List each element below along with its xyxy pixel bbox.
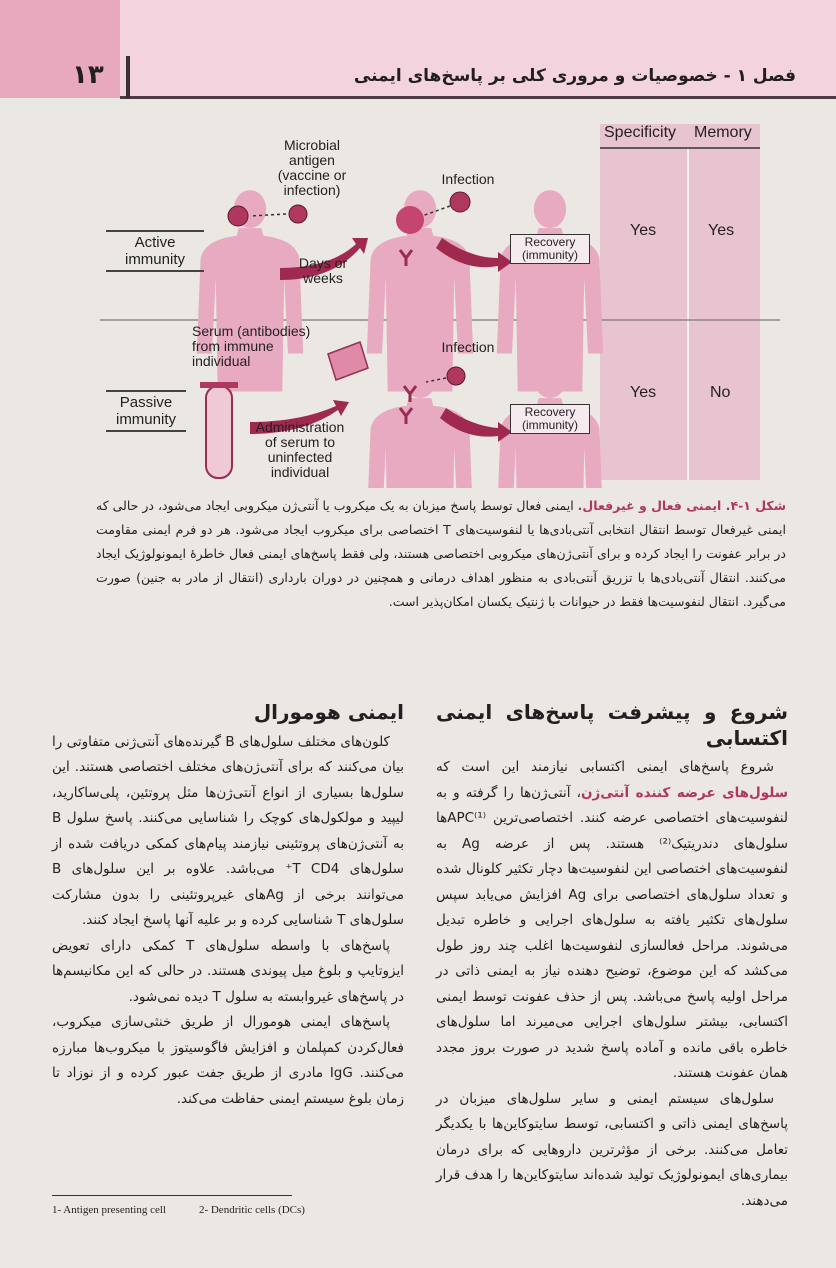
administration-label: Administration of serum to uninfected individual (255, 419, 345, 480)
apc-highlight: سلول‌های عرضه کننده آنتی‌ژن (580, 784, 788, 801)
left-column (52, 700, 404, 1112)
recovery-label-active: Recovery (immunity) (510, 234, 590, 264)
active-specificity-value: Yes (630, 222, 657, 239)
paragraph-adaptive-1-a: شروع پاسخ‌های ایمنی اکتسابی نیازمند این است که (436, 759, 774, 775)
footnote-1: 1- Antigen presenting cell (52, 1204, 166, 1216)
serum-vial-icon (328, 342, 368, 380)
header-rule (120, 96, 836, 99)
section-heading-adaptive: شروع و پیشرفت پاسخ‌های ایمنی اکتسابی (436, 700, 788, 750)
memory-header: Memory (694, 124, 752, 141)
days-or-weeks-label: Days or weeks (298, 255, 348, 286)
serum-label: Serum (antibodies) from immune individual (192, 323, 311, 369)
paragraph-humoral-3: پاسخ‌های ایمنی هومورال از طریق خنثی‌سازی میکروب، فعال‌کردن کمپلمان و افزایش فاگوسیتوز با میکروب‌ها مبارزه می‌کنند. IgG مادری از طریق جفت عبور کرده و از نوزاد تا زمان بلوغ سیستم ایمنی حفاظت می‌کند. (52, 1014, 404, 1107)
chapter-title: فصل ۱ - خصوصیات و مروری کلی بر پاسخ‌های ایمنی (353, 66, 796, 86)
figure-caption-label: شکل ۱-۴. ایمنی فعال و غیرفعال. (577, 498, 786, 513)
infection-label-active: Infection (441, 171, 495, 187)
recovery-label-passive: Recovery (immunity) (510, 404, 590, 434)
paragraph-adaptive-1 (436, 755, 788, 1087)
active-memory-value: Yes (708, 222, 735, 239)
serum-tube-icon (206, 386, 232, 478)
paragraph-adaptive-2: سلول‌های سیستم ایمنی و سایر سلول‌های میزبان در پاسخ‌های ایمنی ذاتی و اکتسابی، توسط سایتوکاین‌ها با یکدیگر تعامل می‌کنند. برخی از مؤثرترین داروهایی که برای درمان بیماری‌های ایمونولوژیک تولید شده‌اند سایتوکاین‌ها را هدف قرار می‌دهند. (436, 1090, 788, 1209)
passive-immunity-label: Passive immunity (106, 390, 186, 432)
microbe-icon (450, 192, 470, 212)
passive-memory-value: No (710, 384, 731, 401)
figure-caption-text: ایمنی فعال توسط پاسخ میزبان به یک میکروب یا آنتی‌ژن میکروبی ایجاد می‌شود، در حالی که ایمنی غیرفعال توسط انتقال انتخابی آنتی‌بادی‌ها یا لنفوسیت‌های T اختصاصی برای میکروب ایجاد می‌شود. هر دو فرم ایمنی مقاومت در برابر عفونت را ایجاد کرده و برای آنتی‌ژن‌های میکروبی اختصاصی هستند، ولی فقط پاسخ‌های ایمنی فعال خاطرهٔ ایمونولوژیک ایجاد می‌کنند. انتقال آنتی‌بادی‌ها با تزریق آنتی‌بادی به منظور اهداف درمانی و همچنین در دوران بارداری (انتقال از مادر به جنین) صورت می‌گیرد. انتقال لنفوسیت‌ها فقط در حیوانات با ژنتیک یکسان امکان‌پذیر است. (96, 498, 786, 609)
right-column (436, 700, 788, 1214)
footnote-rule (52, 1195, 292, 1196)
passive-specificity-value: Yes (630, 384, 657, 401)
header-divider (126, 56, 130, 98)
paragraph-adaptive-1-b: ، آنتی‌ژن‌ها را گرفته و به لنفوسیت‌های اختصاصی عرضه کنند. اختصاصی‌ترین APC⁽¹⁾ها سلول‌های دندریتیک⁽²⁾ هستند. پس از عرضه Ag به لنفوسیت‌های اختصاصی این لنفوسیت‌ها دچار تکثیر کلونال شده و تعداد سلول‌های اختصاصی برای Ag افزایش می‌یابد سپس سلول‌های تکثیر یافته به سلول‌های اجرایی و خاطره تبدیل می‌شوند. مراحل فعالسازی لنفوسیت‌ها اغلب چند روز طول می‌کشد که این موضوع، توضیح دهنده نیاز به ایمنی ذاتی در مراحل اولیه پاسخ می‌باشد. پس از حذف عفونت توسط ایمنی اکتسابی، بیشتر سلول‌های اجرایی می‌میرند اما سلول‌های خاطره باقی مانده و آماده پاسخ شدید در صورت بروز مجدد همان عفونت هستند. (436, 784, 788, 1081)
microbe-icon (447, 367, 465, 385)
paragraph-humoral-2: پاسخ‌های با واسطه سلول‌های T کمکی دارای تعویض ایزوتایپ و بلوغ میل پیوندی هستند. در حالی که این مکانیسم‌ها در پاسخ‌های غیروابسته به سلول T دیده نمی‌شود. (52, 937, 404, 1005)
footnote-2: 2- Dendritic cells (DCs) (198, 1204, 305, 1216)
b-cell-icon (396, 206, 424, 234)
active-immunity-label: Active immunity (106, 230, 204, 272)
microbial-antigen-label: Microbial antigen (vaccine or infection) (277, 137, 347, 198)
microbe-icon (289, 205, 307, 223)
specificity-header: Specificity (604, 124, 677, 141)
figure-caption (96, 494, 786, 614)
microbe-icon (228, 206, 248, 226)
section-heading-humoral: ایمنی هومورال (253, 700, 404, 724)
page-number: ۱۳ (72, 60, 104, 90)
footnotes (52, 1204, 305, 1216)
figure-active-passive-immunity (100, 118, 780, 488)
infection-label-passive: Infection (441, 339, 495, 355)
paragraph-humoral-1: کلون‌های مختلف سلول‌های B گیرنده‌های آنتی‌ژنی متفاوتی را بیان می‌کنند که برای آنتی‌ژن‌های مختلف اختصاصی هستند. این سلول‌ها بسیاری از انواع آنتی‌ژن‌ها مثل پروتئین، پلی‌ساکارید، لیپید و مولکول‌های کوچک را شناسایی می‌کنند. پاسخ سلول B به آنتی‌ژن‌های پروتئینی نیازمند پیام‌های کمکی دریافت شده از سلول‌های T CD4⁺ می‌باشد. علاوه بر این سلول‌های B می‌توانند برخی از Agهای غیرپروتئینی را بدون مشارکت سلول‌های T شناسایی کرده و بر علیه آنها پاسخ ایجاد کنند. (52, 733, 404, 928)
